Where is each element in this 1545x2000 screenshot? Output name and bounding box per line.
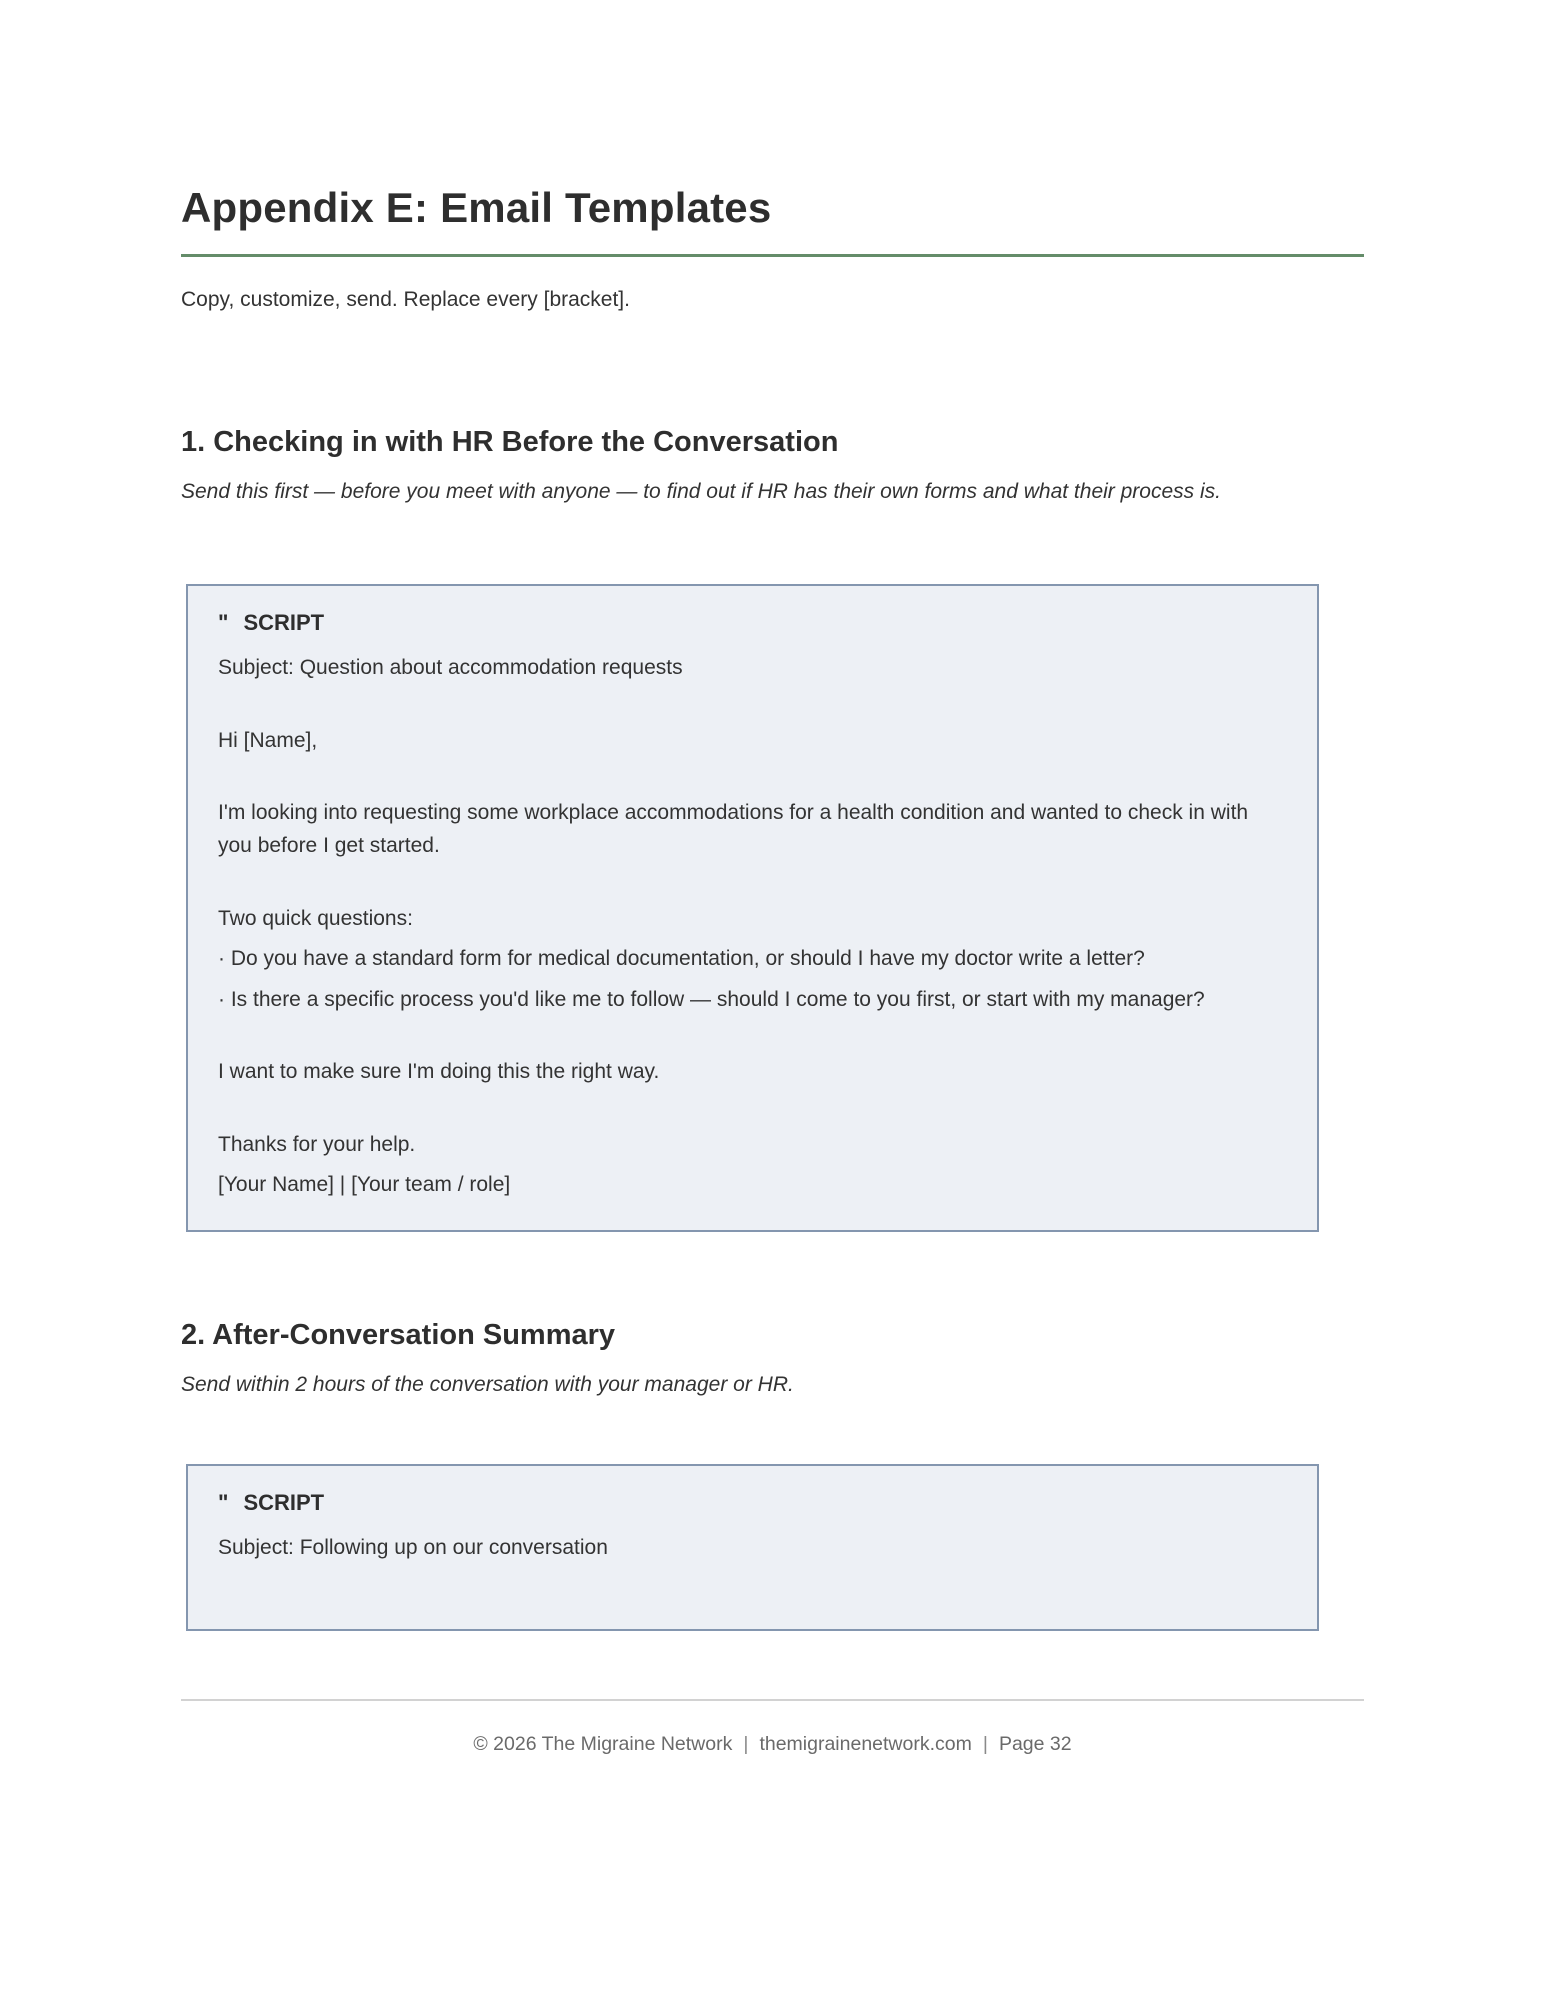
script-line-closing: I want to make sure I'm doing this the right way.: [218, 1060, 660, 1084]
script-label: SCRIPT: [243, 610, 325, 636]
section-1-note: Send this first — before you meet with anyone — to find out if HR has their own forms and what their process is.: [181, 479, 1221, 503]
footer-divider: [181, 1699, 1364, 1701]
title-divider: [181, 254, 1364, 257]
section-2-heading: 2. After-Conversation Summary: [181, 1318, 616, 1351]
page-footer: [181, 1699, 1364, 1756]
script-header: [218, 1490, 1287, 1516]
script-line-body: I'm looking into requesting some workplace accommodations for a health condition and wanted to check in with you before I get started.: [218, 801, 1249, 858]
script-line-subject: Subject: Following up on our conversation: [218, 1536, 608, 1560]
script-line-greeting: Hi [Name],: [218, 728, 318, 752]
copyright-text: © 2026 The Migraine Network: [473, 1732, 733, 1755]
footer-separator: |: [982, 1732, 988, 1755]
quote-icon: ": [218, 610, 229, 636]
footer-text: [181, 1733, 1364, 1756]
section-2-note: Send within 2 hours of the conversation with your manager or HR.: [181, 1372, 794, 1396]
page-number: Page 32: [998, 1732, 1072, 1755]
footer-separator: |: [743, 1732, 749, 1755]
quote-icon: ": [218, 1490, 229, 1516]
script-line-signature: [Your Name] | [Your team / role]: [218, 1173, 511, 1197]
website-text: themigrainenetwork.com: [759, 1732, 972, 1755]
script-box-1: [186, 584, 1319, 1231]
section-checking-in-with-hr: [181, 425, 1364, 1232]
script-header: [218, 610, 1287, 636]
script-line-bullet-1: · Do you have a standard form for medical documentation, or should I have my doctor write a letter?: [218, 947, 1145, 971]
script-line-thanks: Thanks for your help.: [218, 1132, 416, 1156]
script-label: SCRIPT: [243, 1490, 325, 1516]
section-after-conversation-summary: [181, 1318, 1364, 1631]
script-line-subject: Subject: Question about accommodation requests: [218, 656, 683, 680]
script-line-questions-intro: Two quick questions:: [218, 906, 413, 930]
page-title: Appendix E: Email Templates: [181, 184, 772, 231]
script-box-2: [186, 1464, 1319, 1631]
section-1-heading: 1. Checking in with HR Before the Conversation: [181, 426, 839, 459]
intro-text: Copy, customize, send. Replace every [bracket].: [181, 287, 630, 311]
script-line-bullet-2: · Is there a specific process you'd like me to follow — should I come to you first, or start with my manager?: [218, 987, 1205, 1011]
